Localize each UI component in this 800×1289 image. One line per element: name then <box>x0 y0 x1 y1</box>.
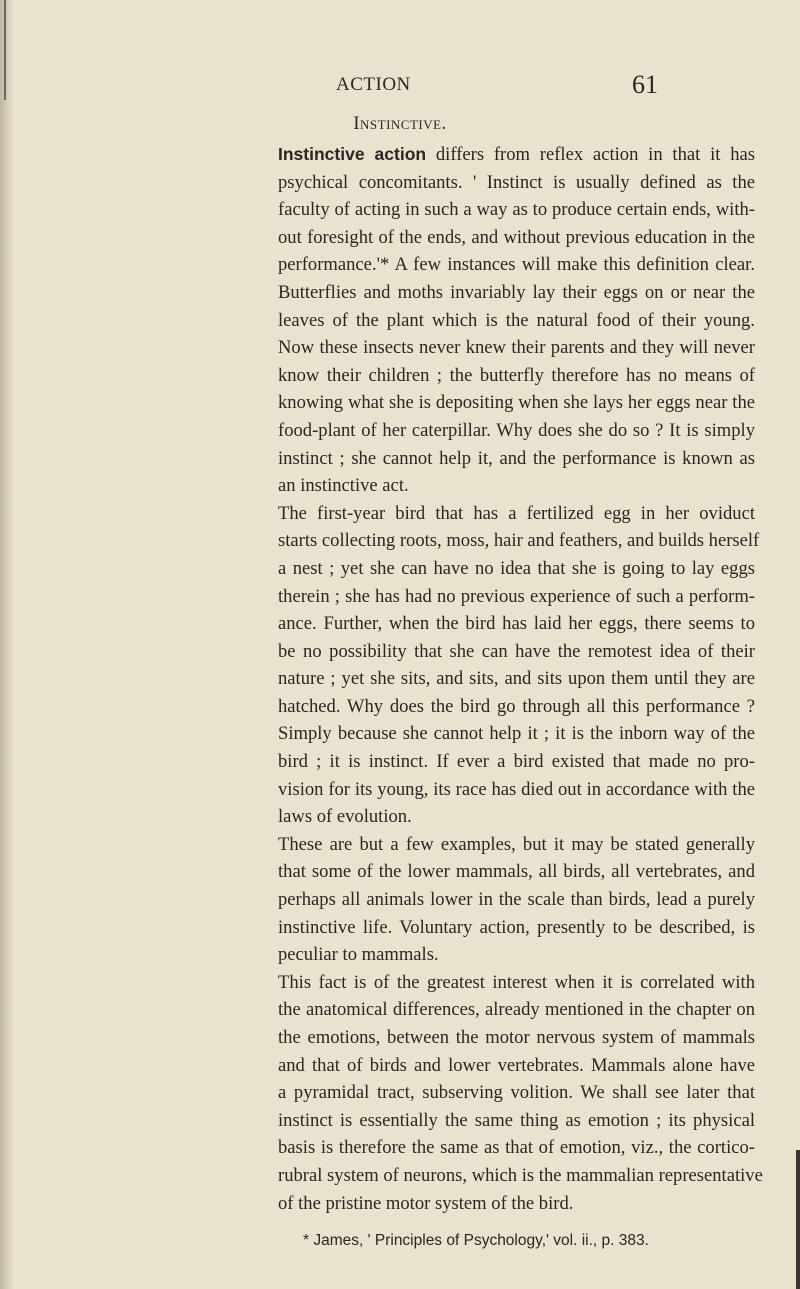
text-line: an instinctive act. <box>278 475 409 497</box>
text-line: bird ; it is instinct. If ever a bird existed that made no pro- <box>278 751 755 773</box>
running-title: ACTION <box>336 74 411 95</box>
footnote: * James, ' Principles of Psychology,' vol. ii., p. 383. <box>303 1232 649 1249</box>
text-line: the emotions, between the motor nervous system of mammals <box>278 1027 755 1048</box>
text-line: The first-year bird that has a fertilized egg in her oviduct <box>278 502 755 524</box>
text-line: peculiar to mammals. <box>278 944 439 966</box>
text-line: Simply because she cannot help it ; it is the inborn way of the <box>278 723 755 745</box>
section-heading: Instinctive. <box>353 113 447 134</box>
text-line: therein ; she has had no previous experience of such a perform- <box>278 585 755 607</box>
text-line: hatched. Why does the bird go through all this performance ? <box>278 695 755 717</box>
text-line: a pyramidal tract, subserving volition. We shall see later that <box>278 1082 755 1104</box>
text-line: laws of evolution. <box>278 806 412 828</box>
text-line: of the pristine motor system of the bird. <box>278 1192 574 1214</box>
text-line: and that of birds and lower vertebrates. Mammals alone have <box>278 1054 755 1076</box>
running-head <box>0 70 800 100</box>
text-line: be no possibility that she can have the remotest idea of their <box>278 640 755 662</box>
text-line: know their children ; the butterfly therefore has no means of <box>278 364 755 386</box>
text-line: leaves of the plant which is the natural food of their young. <box>278 309 755 331</box>
text-line: Butterflies and moths invariably lay their eggs on or near the <box>278 281 755 303</box>
text-line: nature ; yet she sits, and sits, and sits upon them until they are <box>278 668 755 690</box>
text-line: knowing what she is depositing when she lays her eggs near the <box>278 392 755 414</box>
page-gutter-shadow <box>0 0 14 1289</box>
text-line: basis is therefore the same as that of emotion, viz., the cortico- <box>278 1137 755 1159</box>
text-line: instinct is essentially the same thing as emotion ; its physical <box>278 1109 755 1131</box>
text-line: Now these insects never knew their parents and they will never <box>278 337 755 359</box>
text-line: starts collecting roots, moss, hair and feathers, and builds herself <box>278 530 760 552</box>
page-edge <box>796 1150 800 1289</box>
text-line: faculty of acting in such a way as to produce certain ends, with- <box>278 199 755 221</box>
page-number: 61 <box>632 70 658 99</box>
text-line: This fact is of the greatest interest when it is correlated with <box>278 971 755 993</box>
text-line: ance. Further, when the bird has laid her eggs, there seems to <box>278 613 755 635</box>
text-line: vision for its young, its race has died out in accordance with the <box>278 778 755 800</box>
text-line: that some of the lower mammals, all birds, all vertebrates, and <box>278 861 755 883</box>
text-line: the anatomical differences, already mentioned in the chapter on <box>278 999 755 1021</box>
text-line: performance.'* A few instances will make this definition clear. <box>278 254 755 276</box>
text-line: instinct ; she cannot help it, and the performance is known as <box>278 447 755 469</box>
text-line: a nest ; yet she can have no idea that she is going to lay eggs <box>278 557 755 579</box>
text-line: perhaps all animals lower in the scale than birds, lead a purely <box>278 889 755 911</box>
text-line <box>278 141 755 169</box>
body-text <box>278 141 763 1217</box>
text-line: food-plant of her caterpillar. Why does she do so ? It is simply <box>278 419 755 441</box>
text-line: rubral system of neurons, which is the mammalian representative <box>278 1164 763 1186</box>
text-line-content: differs from reflex action in that it has <box>426 144 755 165</box>
text-line: instinctive life. Voluntary action, presently to be described, is <box>278 916 755 938</box>
text-line: These are but a few examples, but it may be stated generally <box>278 833 755 855</box>
text-line: psychical concomitants. ' Instinct is usually defined as the <box>278 171 755 193</box>
lead-term: Instinctive action <box>278 144 427 164</box>
text-line: out foresight of the ends, and without previous education in the <box>278 226 755 248</box>
